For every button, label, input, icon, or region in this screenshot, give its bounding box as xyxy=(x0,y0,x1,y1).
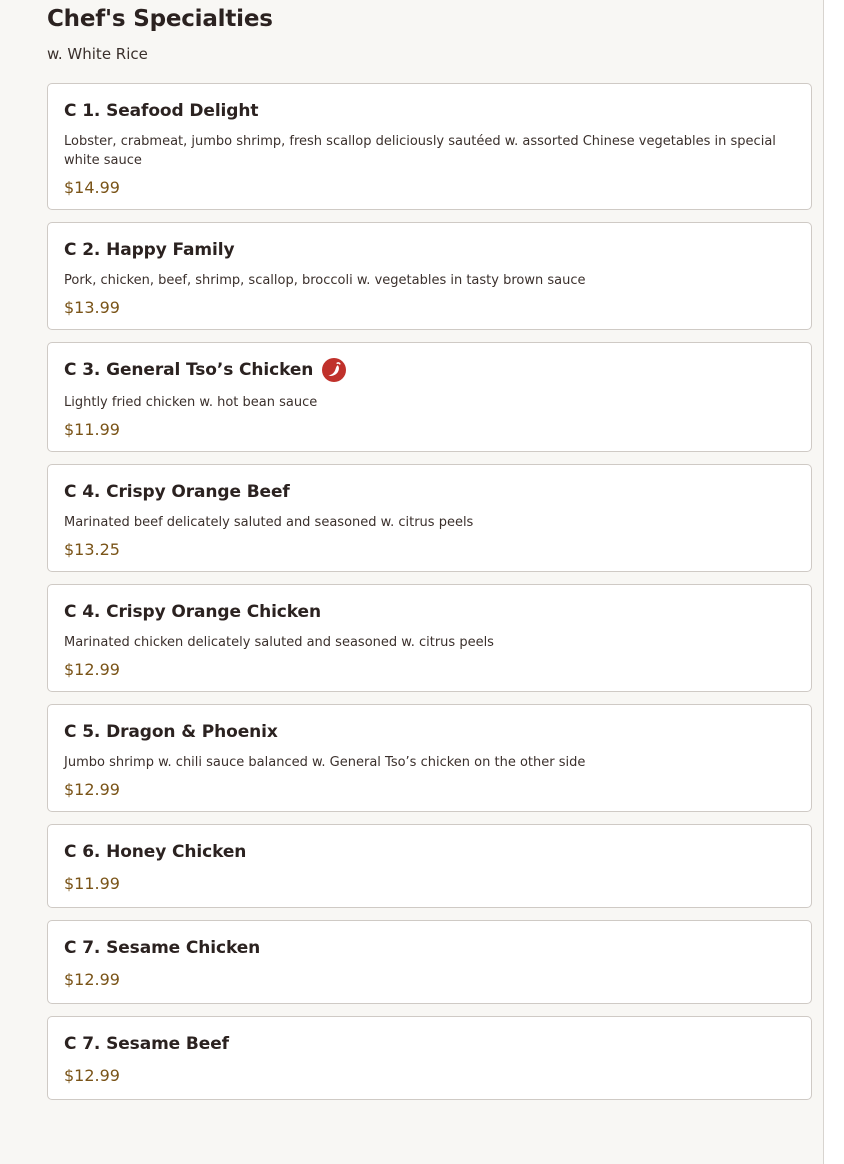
menu-item-header xyxy=(64,479,795,505)
menu-item-header xyxy=(64,839,795,865)
menu-item-header xyxy=(64,935,795,961)
menu-item-name: C 7. Sesame Chicken xyxy=(64,938,261,958)
menu-item-price: $12.99 xyxy=(64,970,120,989)
menu-item-name: C 4. Crispy Orange Beef xyxy=(64,482,290,502)
menu-item-price: $12.99 xyxy=(64,780,120,799)
menu-item-card[interactable] xyxy=(47,83,812,210)
menu-item-description: Marinated chicken delicately saluted and seasoned w. citrus peels xyxy=(64,635,494,650)
menu-item-card[interactable] xyxy=(47,342,812,452)
menu-item-price: $11.99 xyxy=(64,874,120,893)
menu-item-name: C 3. General Tso’s Chicken xyxy=(64,360,314,380)
menu-item-description: Lightly fried chicken w. hot bean sauce xyxy=(64,395,318,410)
menu-item-name: C 4. Crispy Orange Chicken xyxy=(64,602,321,622)
menu-item-name: C 2. Happy Family xyxy=(64,240,235,260)
menu-item-description: Jumbo shrimp w. chili sauce balanced w. General Tso’s chicken on the other side xyxy=(64,755,586,770)
menu-item-name: C 1. Seafood Delight xyxy=(64,101,259,121)
menu-item-price: $12.99 xyxy=(64,1066,120,1085)
menu-item-header xyxy=(64,357,795,383)
menu-item-header xyxy=(64,98,795,124)
menu-item-header xyxy=(64,599,795,625)
menu-item-card[interactable] xyxy=(47,222,812,330)
menu-item-card[interactable] xyxy=(47,584,812,692)
menu-item-card[interactable] xyxy=(47,1016,812,1100)
section-subtitle: w. White Rice xyxy=(47,45,148,63)
menu-item-card[interactable] xyxy=(47,824,812,908)
menu-item-header xyxy=(64,237,795,263)
menu-item-price: $13.25 xyxy=(64,540,120,559)
menu-item-description: Lobster, crabmeat, jumbo shrimp, fresh scallop deliciously sautéed w. assorted Chinese vegetables in special white sauce xyxy=(64,134,776,168)
menu-item-name: C 5. Dragon & Phoenix xyxy=(64,722,278,742)
menu-item-header xyxy=(64,719,795,745)
menu-item-card[interactable] xyxy=(47,920,812,1004)
menu-item-card[interactable] xyxy=(47,464,812,572)
menu-item-list xyxy=(47,83,812,1112)
menu-item-card[interactable] xyxy=(47,704,812,812)
section-title: Chef's Specialties xyxy=(47,6,273,32)
menu-item-price: $12.99 xyxy=(64,660,120,679)
menu-item-price: $14.99 xyxy=(64,178,120,197)
menu-item-price: $11.99 xyxy=(64,420,120,439)
menu-item-price: $13.99 xyxy=(64,298,120,317)
menu-item-header xyxy=(64,1031,795,1057)
menu-item-description: Marinated beef delicately saluted and seasoned w. citrus peels xyxy=(64,515,474,530)
menu-item-description: Pork, chicken, beef, shrimp, scallop, broccoli w. vegetables in tasty brown sauce xyxy=(64,273,586,288)
chili-pepper-icon xyxy=(322,358,346,382)
menu-item-name: C 6. Honey Chicken xyxy=(64,842,247,862)
menu-item-name: C 7. Sesame Beef xyxy=(64,1034,229,1054)
